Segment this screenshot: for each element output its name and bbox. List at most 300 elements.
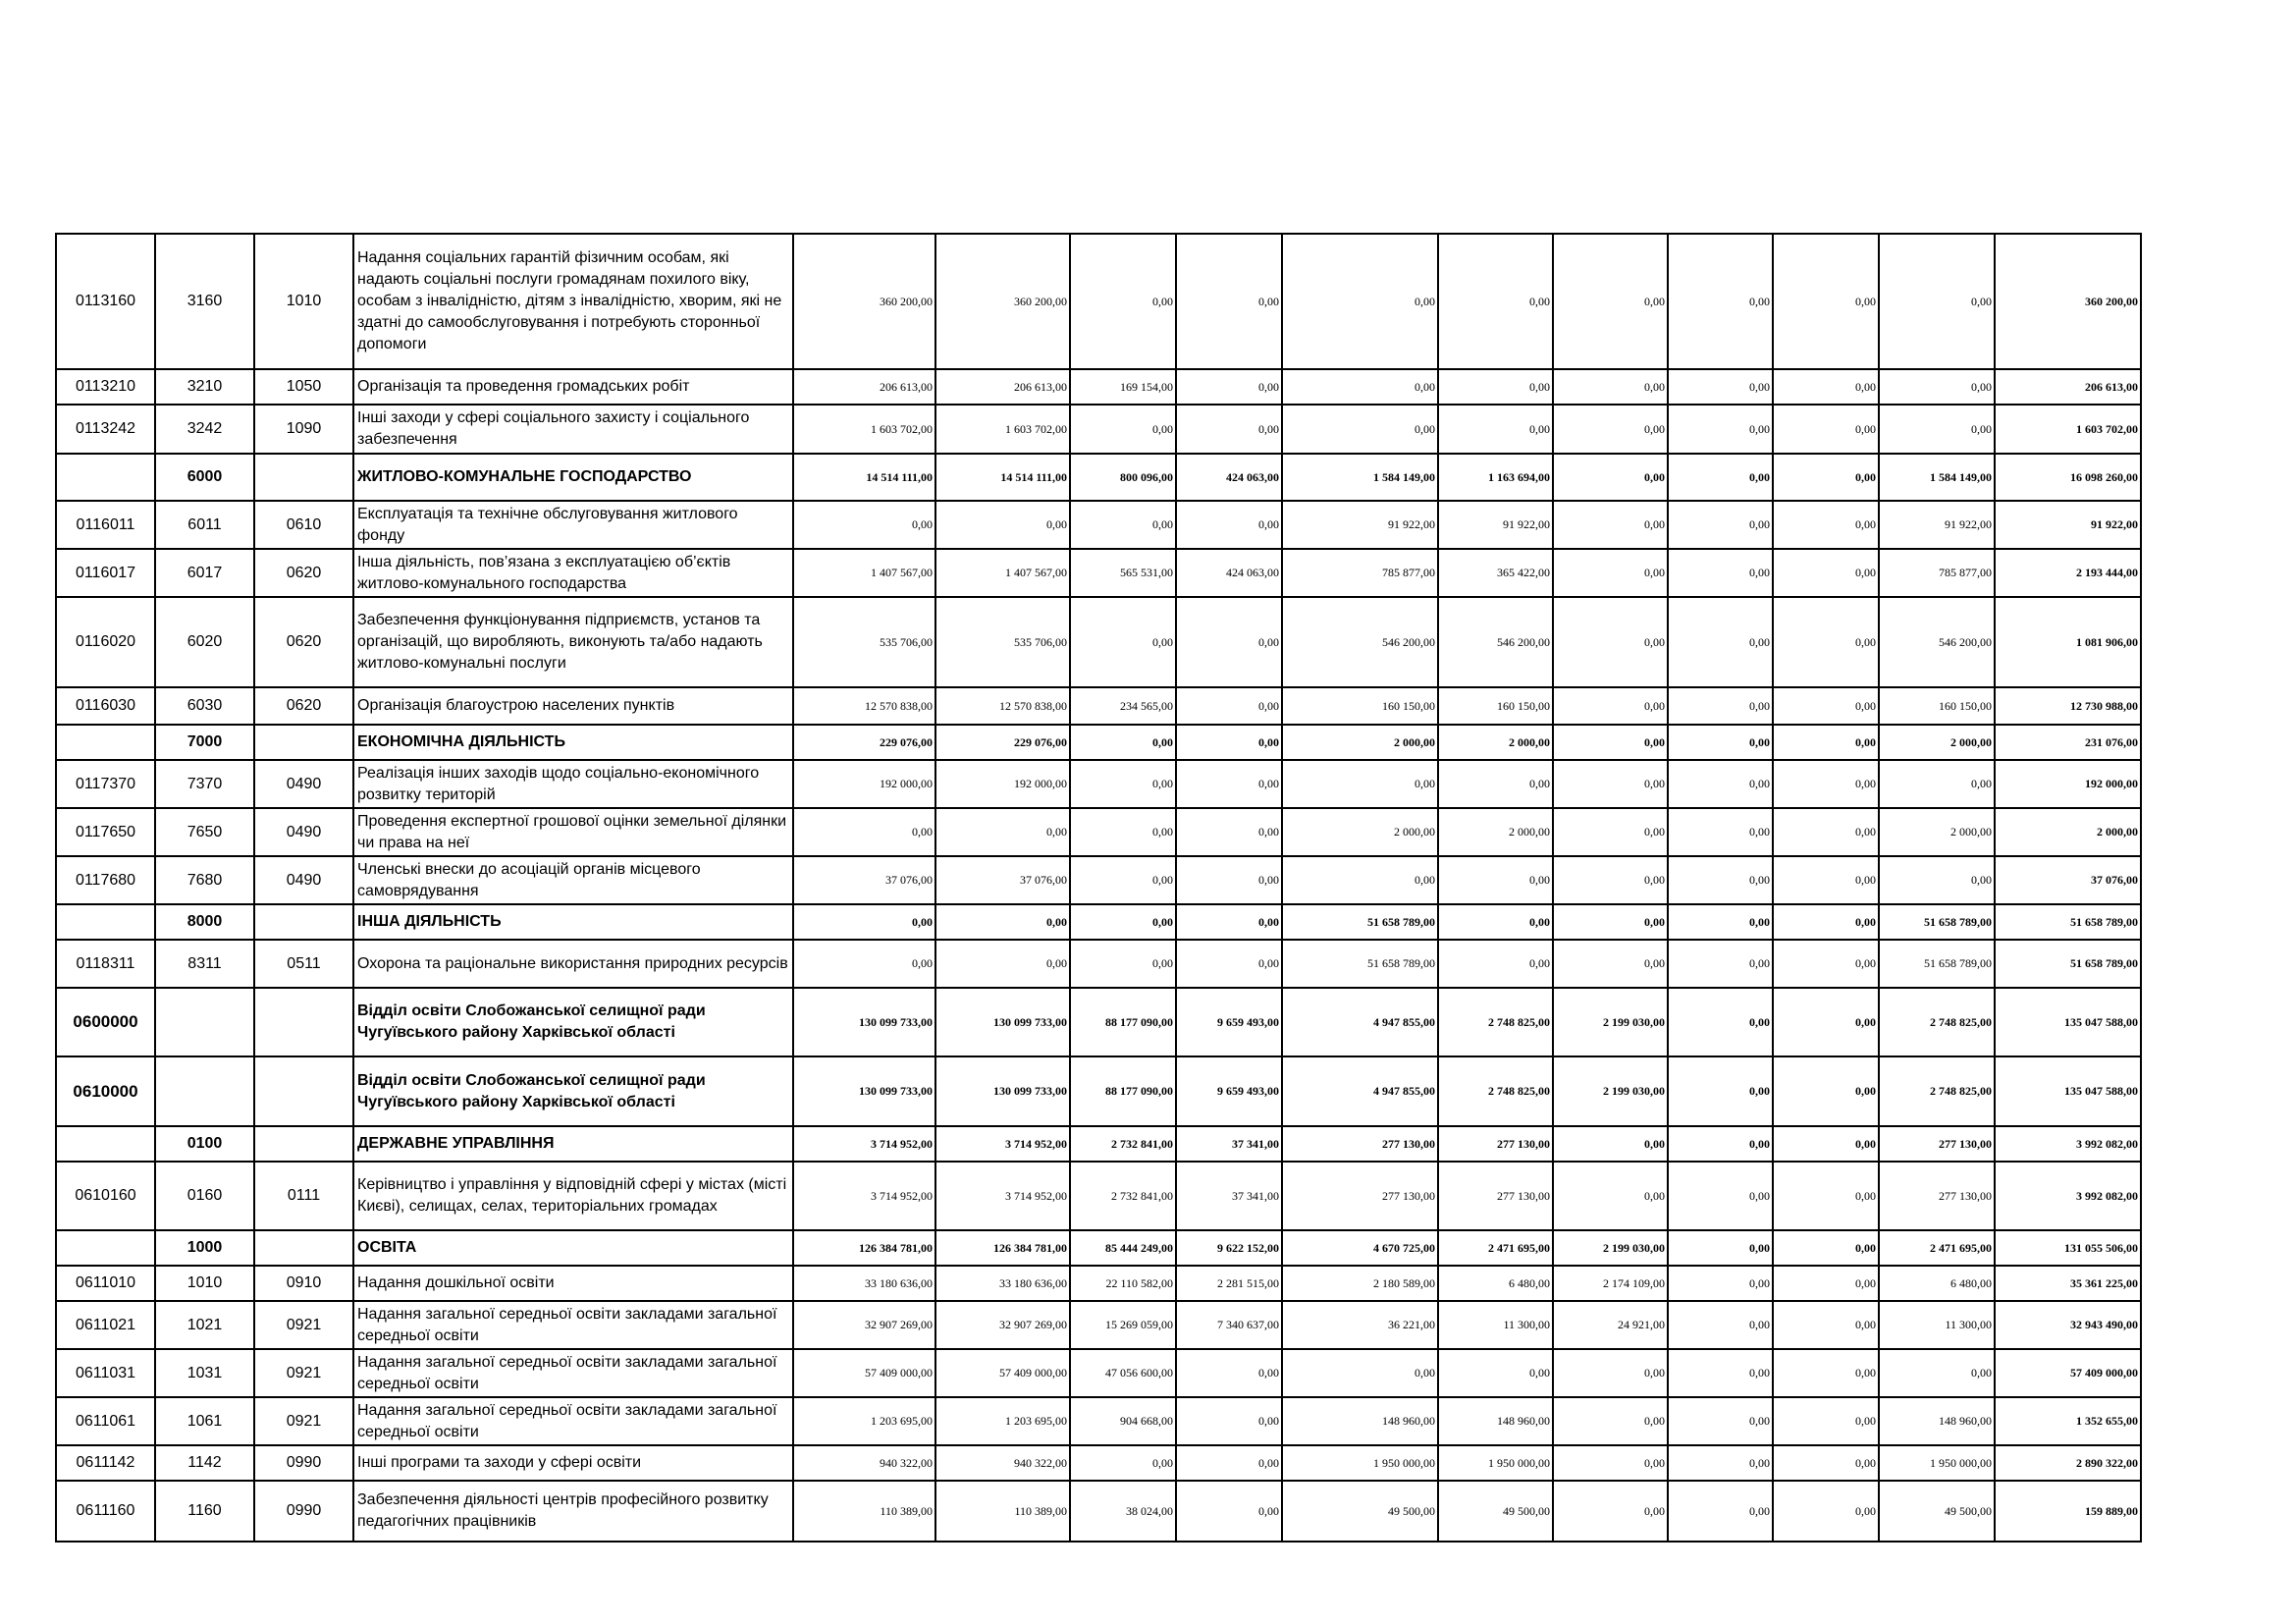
amount-cell: 229 076,00 — [793, 725, 935, 760]
program-name-cell: Інші заходи у сфері соціального захисту і соціального забезпечення — [353, 405, 793, 454]
amount-cell: 14 514 111,00 — [935, 454, 1070, 501]
table-row — [56, 940, 2141, 988]
amount-cell: 148 960,00 — [1879, 1397, 1995, 1445]
program-name-cell: Надання загальної середньої освіти закладами загальної середньої освіти — [353, 1301, 793, 1349]
function-code-cell: 0100 — [155, 1126, 254, 1162]
amount-cell: 0,00 — [1773, 725, 1879, 760]
amount-cell: 2 281 515,00 — [1176, 1266, 1282, 1301]
total-cell: 135 047 588,00 — [1995, 1056, 2141, 1126]
amount-cell: 0,00 — [1070, 405, 1176, 454]
amount-cell: 0,00 — [1773, 1301, 1879, 1349]
program-name-cell: Охорона та раціональне використання природних ресурсів — [353, 940, 793, 988]
table-row — [56, 1397, 2141, 1445]
program-code-cell: 0116030 — [56, 687, 155, 725]
table-row — [56, 1056, 2141, 1126]
program-name-cell: Організація благоустрою населених пунктів — [353, 687, 793, 725]
amount-cell: 0,00 — [1668, 1397, 1773, 1445]
classification-code-cell: 1050 — [254, 369, 353, 405]
amount-cell: 1 950 000,00 — [1438, 1445, 1553, 1481]
amount-cell: 160 150,00 — [1438, 687, 1553, 725]
program-code-cell: 0600000 — [56, 988, 155, 1056]
amount-cell: 0,00 — [1282, 369, 1438, 405]
amount-cell: 535 706,00 — [793, 597, 935, 687]
amount-cell: 0,00 — [1553, 940, 1668, 988]
amount-cell: 1 950 000,00 — [1879, 1445, 1995, 1481]
amount-cell: 0,00 — [1668, 369, 1773, 405]
amount-cell: 1 203 695,00 — [935, 1397, 1070, 1445]
amount-cell: 37 076,00 — [935, 856, 1070, 904]
amount-cell: 0,00 — [1553, 808, 1668, 856]
amount-cell: 0,00 — [1668, 454, 1773, 501]
amount-cell: 234 565,00 — [1070, 687, 1176, 725]
amount-cell: 360 200,00 — [793, 234, 935, 369]
amount-cell: 0,00 — [1773, 369, 1879, 405]
amount-cell: 12 570 838,00 — [935, 687, 1070, 725]
amount-cell: 38 024,00 — [1070, 1481, 1176, 1542]
amount-cell: 0,00 — [1879, 405, 1995, 454]
amount-cell: 0,00 — [1176, 725, 1282, 760]
amount-cell: 565 531,00 — [1070, 549, 1176, 597]
amount-cell: 9 622 152,00 — [1176, 1230, 1282, 1266]
amount-cell: 0,00 — [935, 940, 1070, 988]
amount-cell: 57 409 000,00 — [935, 1349, 1070, 1397]
amount-cell: 33 180 636,00 — [935, 1266, 1070, 1301]
classification-code-cell: 0620 — [254, 687, 353, 725]
function-code-cell: 7650 — [155, 808, 254, 856]
amount-cell: 0,00 — [1553, 234, 1668, 369]
classification-code-cell: 0511 — [254, 940, 353, 988]
amount-cell: 6 480,00 — [1879, 1266, 1995, 1301]
table-row — [56, 405, 2141, 454]
amount-cell: 36 221,00 — [1282, 1301, 1438, 1349]
total-cell: 37 076,00 — [1995, 856, 2141, 904]
amount-cell: 0,00 — [1668, 501, 1773, 549]
amount-cell: 0,00 — [1773, 1397, 1879, 1445]
amount-cell: 0,00 — [1668, 760, 1773, 808]
amount-cell: 2 748 825,00 — [1438, 988, 1553, 1056]
program-code-cell: 0113160 — [56, 234, 155, 369]
amount-cell: 0,00 — [1773, 1349, 1879, 1397]
amount-cell: 37 341,00 — [1176, 1162, 1282, 1230]
amount-cell: 37 341,00 — [1176, 1126, 1282, 1162]
table-row — [56, 1301, 2141, 1349]
total-cell: 1 352 655,00 — [1995, 1397, 2141, 1445]
amount-cell: 229 076,00 — [935, 725, 1070, 760]
amount-cell: 49 500,00 — [1438, 1481, 1553, 1542]
classification-code-cell: 0921 — [254, 1349, 353, 1397]
classification-code-cell: 0620 — [254, 549, 353, 597]
amount-cell: 206 613,00 — [935, 369, 1070, 405]
amount-cell: 0,00 — [1879, 856, 1995, 904]
total-cell: 32 943 490,00 — [1995, 1301, 2141, 1349]
amount-cell: 12 570 838,00 — [793, 687, 935, 725]
function-code-cell: 1000 — [155, 1230, 254, 1266]
program-code-cell: 0611142 — [56, 1445, 155, 1481]
amount-cell: 0,00 — [1668, 856, 1773, 904]
amount-cell: 0,00 — [1176, 369, 1282, 405]
budget-table — [55, 233, 2142, 1543]
function-code-cell: 3210 — [155, 369, 254, 405]
program-code-cell: 0611160 — [56, 1481, 155, 1542]
amount-cell: 0,00 — [793, 501, 935, 549]
amount-cell: 49 500,00 — [1282, 1481, 1438, 1542]
amount-cell: 1 407 567,00 — [793, 549, 935, 597]
table-row — [56, 760, 2141, 808]
amount-cell: 0,00 — [1668, 1266, 1773, 1301]
total-cell: 1 603 702,00 — [1995, 405, 2141, 454]
amount-cell: 0,00 — [1773, 549, 1879, 597]
table-row — [56, 234, 2141, 369]
table-row — [56, 549, 2141, 597]
program-code-cell — [56, 454, 155, 501]
table-row — [56, 1481, 2141, 1542]
function-code-cell: 6000 — [155, 454, 254, 501]
amount-cell: 360 200,00 — [935, 234, 1070, 369]
program-name-cell: Інші програми та заходи у сфері освіти — [353, 1445, 793, 1481]
amount-cell: 0,00 — [1668, 1349, 1773, 1397]
function-code-cell: 1021 — [155, 1301, 254, 1349]
classification-code-cell: 0610 — [254, 501, 353, 549]
amount-cell: 277 130,00 — [1879, 1162, 1995, 1230]
amount-cell: 0,00 — [1553, 405, 1668, 454]
amount-cell: 0,00 — [1553, 1397, 1668, 1445]
amount-cell: 0,00 — [1773, 1126, 1879, 1162]
amount-cell: 0,00 — [1668, 725, 1773, 760]
amount-cell: 0,00 — [1773, 234, 1879, 369]
amount-cell: 2 000,00 — [1438, 725, 1553, 760]
amount-cell: 0,00 — [1070, 808, 1176, 856]
amount-cell: 0,00 — [1668, 597, 1773, 687]
amount-cell: 2 000,00 — [1438, 808, 1553, 856]
amount-cell: 2 471 695,00 — [1438, 1230, 1553, 1266]
amount-cell: 192 000,00 — [935, 760, 1070, 808]
program-code-cell: 0113242 — [56, 405, 155, 454]
total-cell: 3 992 082,00 — [1995, 1162, 2141, 1230]
table-row — [56, 369, 2141, 405]
program-name-cell: Надання дошкільної освіти — [353, 1266, 793, 1301]
amount-cell: 0,00 — [1879, 234, 1995, 369]
classification-code-cell — [254, 725, 353, 760]
program-code-cell: 0611061 — [56, 1397, 155, 1445]
amount-cell: 0,00 — [1773, 1230, 1879, 1266]
amount-cell: 0,00 — [1176, 808, 1282, 856]
amount-cell: 0,00 — [1773, 1056, 1879, 1126]
total-cell: 231 076,00 — [1995, 725, 2141, 760]
amount-cell: 0,00 — [1282, 234, 1438, 369]
amount-cell: 0,00 — [935, 808, 1070, 856]
amount-cell: 2 180 589,00 — [1282, 1266, 1438, 1301]
amount-cell: 0,00 — [1176, 940, 1282, 988]
total-cell: 3 992 082,00 — [1995, 1126, 2141, 1162]
amount-cell: 2 000,00 — [1282, 808, 1438, 856]
program-code-cell: 0611010 — [56, 1266, 155, 1301]
amount-cell: 51 658 789,00 — [1282, 940, 1438, 988]
amount-cell: 0,00 — [1773, 501, 1879, 549]
amount-cell: 2 199 030,00 — [1553, 988, 1668, 1056]
amount-cell: 0,00 — [1773, 1266, 1879, 1301]
amount-cell: 0,00 — [1668, 1126, 1773, 1162]
amount-cell: 1 603 702,00 — [793, 405, 935, 454]
amount-cell: 0,00 — [1176, 760, 1282, 808]
table-row — [56, 1349, 2141, 1397]
amount-cell: 51 658 789,00 — [1282, 904, 1438, 940]
program-name-cell: Експлуатація та технічне обслуговування житлового фонду — [353, 501, 793, 549]
total-cell: 131 055 506,00 — [1995, 1230, 2141, 1266]
amount-cell: 365 422,00 — [1438, 549, 1553, 597]
amount-cell: 0,00 — [1773, 1445, 1879, 1481]
table-row — [56, 1126, 2141, 1162]
total-cell: 1 081 906,00 — [1995, 597, 2141, 687]
amount-cell: 0,00 — [1553, 369, 1668, 405]
amount-cell: 277 130,00 — [1438, 1126, 1553, 1162]
function-code-cell: 7680 — [155, 856, 254, 904]
amount-cell: 2 471 695,00 — [1879, 1230, 1995, 1266]
amount-cell: 0,00 — [1553, 725, 1668, 760]
amount-cell: 0,00 — [1176, 687, 1282, 725]
amount-cell: 0,00 — [1070, 1445, 1176, 1481]
total-cell: 16 098 260,00 — [1995, 454, 2141, 501]
amount-cell: 0,00 — [1553, 454, 1668, 501]
function-code-cell: 6011 — [155, 501, 254, 549]
program-code-cell: 0117370 — [56, 760, 155, 808]
amount-cell: 2 174 109,00 — [1553, 1266, 1668, 1301]
amount-cell: 15 269 059,00 — [1070, 1301, 1176, 1349]
amount-cell: 3 714 952,00 — [793, 1162, 935, 1230]
amount-cell: 0,00 — [1176, 856, 1282, 904]
amount-cell: 0,00 — [1668, 904, 1773, 940]
amount-cell: 148 960,00 — [1282, 1397, 1438, 1445]
amount-cell: 32 907 269,00 — [793, 1301, 935, 1349]
amount-cell: 0,00 — [1773, 940, 1879, 988]
amount-cell: 2 748 825,00 — [1438, 1056, 1553, 1126]
amount-cell: 110 389,00 — [793, 1481, 935, 1542]
amount-cell: 800 096,00 — [1070, 454, 1176, 501]
program-code-cell: 0113210 — [56, 369, 155, 405]
table-body — [56, 234, 2141, 1542]
amount-cell: 424 063,00 — [1176, 454, 1282, 501]
function-code-cell: 0160 — [155, 1162, 254, 1230]
program-name-cell: ДЕРЖАВНЕ УПРАВЛІННЯ — [353, 1126, 793, 1162]
program-name-cell: ЖИТЛОВО-КОМУНАЛЬНЕ ГОСПОДАРСТВО — [353, 454, 793, 501]
amount-cell: 0,00 — [1176, 405, 1282, 454]
classification-code-cell: 0490 — [254, 856, 353, 904]
amount-cell: 0,00 — [1668, 1445, 1773, 1481]
amount-cell: 169 154,00 — [1070, 369, 1176, 405]
amount-cell: 0,00 — [1668, 1230, 1773, 1266]
total-cell: 2 193 444,00 — [1995, 549, 2141, 597]
program-code-cell: 0610000 — [56, 1056, 155, 1126]
amount-cell: 0,00 — [1553, 501, 1668, 549]
amount-cell: 110 389,00 — [935, 1481, 1070, 1542]
amount-cell: 535 706,00 — [935, 597, 1070, 687]
program-name-cell: Забезпечення функціонування підприємств, установ та організацій, що виробляють, виконують та/або надають житлово-комунальні послуги — [353, 597, 793, 687]
amount-cell: 49 500,00 — [1879, 1481, 1995, 1542]
amount-cell: 0,00 — [1668, 808, 1773, 856]
total-cell: 159 889,00 — [1995, 1481, 2141, 1542]
amount-cell: 785 877,00 — [1879, 549, 1995, 597]
amount-cell: 88 177 090,00 — [1070, 1056, 1176, 1126]
amount-cell: 0,00 — [793, 808, 935, 856]
amount-cell: 1 163 694,00 — [1438, 454, 1553, 501]
function-code-cell: 6030 — [155, 687, 254, 725]
amount-cell: 24 921,00 — [1553, 1301, 1668, 1349]
amount-cell: 91 922,00 — [1438, 501, 1553, 549]
program-code-cell: 0116017 — [56, 549, 155, 597]
total-cell: 192 000,00 — [1995, 760, 2141, 808]
program-name-cell: Реалізація інших заходів щодо соціально-економічного розвитку територій — [353, 760, 793, 808]
amount-cell: 2 000,00 — [1282, 725, 1438, 760]
amount-cell: 277 130,00 — [1282, 1126, 1438, 1162]
program-name-cell: Відділ освіти Слобожанської селищної ради Чугуївського району Харківської області — [353, 1056, 793, 1126]
program-name-cell: ЕКОНОМІЧНА ДІЯЛЬНІСТЬ — [353, 725, 793, 760]
classification-code-cell: 0921 — [254, 1397, 353, 1445]
amount-cell: 0,00 — [1553, 687, 1668, 725]
classification-code-cell — [254, 1230, 353, 1266]
table-row — [56, 454, 2141, 501]
program-code-cell: 0117680 — [56, 856, 155, 904]
amount-cell: 546 200,00 — [1438, 597, 1553, 687]
amount-cell: 0,00 — [1553, 549, 1668, 597]
amount-cell: 940 322,00 — [935, 1445, 1070, 1481]
classification-code-cell — [254, 988, 353, 1056]
amount-cell: 0,00 — [1438, 856, 1553, 904]
amount-cell: 0,00 — [1282, 760, 1438, 808]
total-cell: 12 730 988,00 — [1995, 687, 2141, 725]
program-name-cell: Інша діяльність, пов’язана з експлуатацією об’єктів житлово-комунального господарства — [353, 549, 793, 597]
table-row — [56, 808, 2141, 856]
program-name-cell: Надання загальної середньої освіти закладами загальної середньої освіти — [353, 1349, 793, 1397]
function-code-cell: 1010 — [155, 1266, 254, 1301]
total-cell: 35 361 225,00 — [1995, 1266, 2141, 1301]
table-row — [56, 1445, 2141, 1481]
amount-cell: 0,00 — [1438, 760, 1553, 808]
function-code-cell: 6017 — [155, 549, 254, 597]
amount-cell: 0,00 — [1668, 1301, 1773, 1349]
program-code-cell — [56, 1126, 155, 1162]
amount-cell: 3 714 952,00 — [935, 1162, 1070, 1230]
amount-cell: 0,00 — [1879, 369, 1995, 405]
amount-cell: 0,00 — [1553, 1126, 1668, 1162]
table-row — [56, 1266, 2141, 1301]
amount-cell: 0,00 — [1176, 1397, 1282, 1445]
total-cell: 51 658 789,00 — [1995, 904, 2141, 940]
amount-cell: 0,00 — [1553, 760, 1668, 808]
table-row — [56, 501, 2141, 549]
program-name-cell: ОСВІТА — [353, 1230, 793, 1266]
program-name-cell: Організація та проведення громадських робіт — [353, 369, 793, 405]
total-cell: 206 613,00 — [1995, 369, 2141, 405]
program-code-cell: 0117650 — [56, 808, 155, 856]
amount-cell: 0,00 — [1773, 1481, 1879, 1542]
amount-cell: 0,00 — [1070, 597, 1176, 687]
amount-cell: 0,00 — [1438, 369, 1553, 405]
classification-code-cell — [254, 904, 353, 940]
classification-code-cell: 0990 — [254, 1445, 353, 1481]
amount-cell: 130 099 733,00 — [793, 1056, 935, 1126]
amount-cell: 0,00 — [1773, 1162, 1879, 1230]
table-row — [56, 904, 2141, 940]
amount-cell: 0,00 — [1668, 687, 1773, 725]
amount-cell: 546 200,00 — [1879, 597, 1995, 687]
classification-code-cell: 0490 — [254, 808, 353, 856]
classification-code-cell — [254, 1126, 353, 1162]
function-code-cell: 1061 — [155, 1397, 254, 1445]
table-row — [56, 687, 2141, 725]
program-name-cell: Надання загальної середньої освіти закладами загальної середньої освіти — [353, 1397, 793, 1445]
amount-cell: 3 714 952,00 — [935, 1126, 1070, 1162]
amount-cell: 2 000,00 — [1879, 725, 1995, 760]
amount-cell: 0,00 — [1668, 405, 1773, 454]
total-cell: 91 922,00 — [1995, 501, 2141, 549]
program-name-cell: Надання соціальних гарантій фізичним особам, які надають соціальні послуги громадянам похилого віку, особам з інвалідністю, дітям з інвалідністю, хворим, які не здатні до самообслуговування і потребують сторонньої допомоги — [353, 234, 793, 369]
amount-cell: 11 300,00 — [1879, 1301, 1995, 1349]
program-name-cell: Членські внески до асоціацій органів місцевого самоврядування — [353, 856, 793, 904]
amount-cell: 0,00 — [1773, 760, 1879, 808]
amount-cell: 0,00 — [1773, 808, 1879, 856]
function-code-cell: 1160 — [155, 1481, 254, 1542]
amount-cell: 126 384 781,00 — [935, 1230, 1070, 1266]
amount-cell: 0,00 — [1438, 904, 1553, 940]
amount-cell: 2 732 841,00 — [1070, 1126, 1176, 1162]
amount-cell: 0,00 — [1438, 405, 1553, 454]
amount-cell: 4 947 855,00 — [1282, 988, 1438, 1056]
function-code-cell — [155, 988, 254, 1056]
amount-cell: 130 099 733,00 — [935, 1056, 1070, 1126]
table-row — [56, 597, 2141, 687]
program-code-cell: 0611031 — [56, 1349, 155, 1397]
amount-cell: 1 950 000,00 — [1282, 1445, 1438, 1481]
function-code-cell: 8311 — [155, 940, 254, 988]
function-code-cell: 3242 — [155, 405, 254, 454]
amount-cell: 0,00 — [1176, 597, 1282, 687]
amount-cell: 0,00 — [1773, 988, 1879, 1056]
amount-cell: 0,00 — [1176, 501, 1282, 549]
amount-cell: 91 922,00 — [1879, 501, 1995, 549]
program-name-cell: Керівництво і управління у відповідній сфері у містах (місті Києві), селищах, селах, територіальних громадах — [353, 1162, 793, 1230]
amount-cell: 51 658 789,00 — [1879, 904, 1995, 940]
function-code-cell: 1031 — [155, 1349, 254, 1397]
amount-cell: 3 714 952,00 — [793, 1126, 935, 1162]
amount-cell: 0,00 — [1070, 904, 1176, 940]
amount-cell: 9 659 493,00 — [1176, 988, 1282, 1056]
program-code-cell — [56, 725, 155, 760]
amount-cell: 0,00 — [1773, 405, 1879, 454]
amount-cell: 88 177 090,00 — [1070, 988, 1176, 1056]
amount-cell: 91 922,00 — [1282, 501, 1438, 549]
total-cell: 135 047 588,00 — [1995, 988, 2141, 1056]
program-code-cell: 0610160 — [56, 1162, 155, 1230]
amount-cell: 9 659 493,00 — [1176, 1056, 1282, 1126]
amount-cell: 277 130,00 — [1282, 1162, 1438, 1230]
amount-cell: 0,00 — [935, 904, 1070, 940]
amount-cell: 0,00 — [1438, 940, 1553, 988]
amount-cell: 206 613,00 — [793, 369, 935, 405]
amount-cell: 14 514 111,00 — [793, 454, 935, 501]
total-cell: 2 000,00 — [1995, 808, 2141, 856]
amount-cell: 160 150,00 — [1282, 687, 1438, 725]
amount-cell: 0,00 — [1879, 760, 1995, 808]
amount-cell: 0,00 — [1438, 1349, 1553, 1397]
amount-cell: 0,00 — [1553, 1445, 1668, 1481]
classification-code-cell — [254, 454, 353, 501]
amount-cell: 1 584 149,00 — [1879, 454, 1995, 501]
program-code-cell: 0116011 — [56, 501, 155, 549]
table-row — [56, 1230, 2141, 1266]
amount-cell: 1 603 702,00 — [935, 405, 1070, 454]
table-row — [56, 856, 2141, 904]
amount-cell: 0,00 — [1773, 856, 1879, 904]
amount-cell: 0,00 — [1553, 597, 1668, 687]
